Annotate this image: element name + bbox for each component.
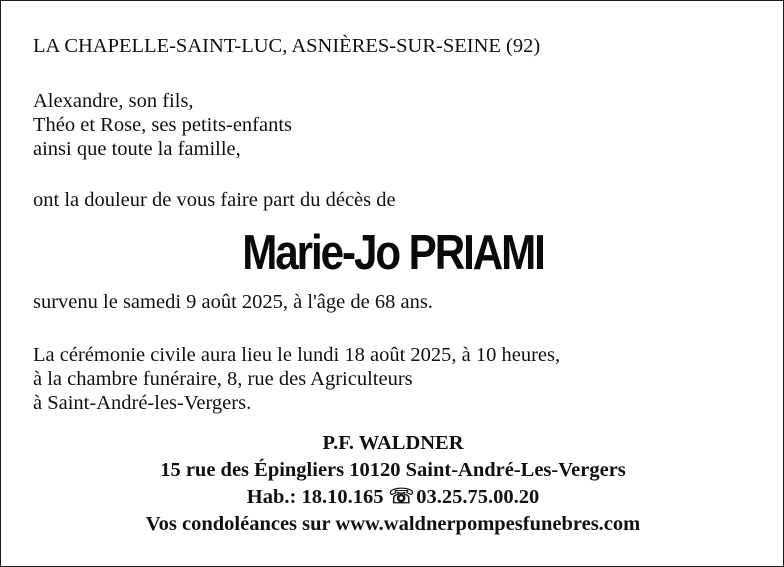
deceased-name: Marie-Jo PRIAMI (242, 226, 544, 280)
family-line-grandchildren: Théo et Rose, ses petits-enfants (33, 114, 293, 136)
condolences-text: Vos condoléances sur www.waldnerpompesfunebres.com (145, 513, 641, 535)
ceremony-line-place: à la chambre funéraire, 8, rue des Agriculteurs (33, 368, 413, 390)
family-line-son: Alexandre, son fils, (33, 90, 194, 112)
ceremony-line-town: à Saint-André-les-Vergers. (33, 392, 252, 414)
death-info: survenu le samedi 9 août 2025, à l'âge de 68 ans. (33, 291, 433, 313)
funeral-home-name: P.F. WALDNER (322, 432, 464, 454)
phone-icon: ☏ (388, 486, 415, 508)
announcement-text: ont la douleur de vous faire part du décès de (33, 189, 396, 211)
habilitation-number: Hab.: 18.10.165 (246, 486, 384, 508)
location-header: LA CHAPELLE-SAINT-LUC, ASNIÈRES-SUR-SEINE (92) (33, 35, 541, 57)
funeral-home-address: 15 rue des Épingliers 10120 Saint-André-Les-Vergers (160, 459, 626, 481)
family-line-family: ainsi que toute la famille, (33, 138, 241, 160)
phone-number: 03.25.75.00.20 (416, 486, 540, 508)
ceremony-line-date: La cérémonie civile aura lieu le lundi 18 août 2025, à 10 heures, (33, 344, 561, 366)
funeral-home-contact (1, 485, 784, 509)
